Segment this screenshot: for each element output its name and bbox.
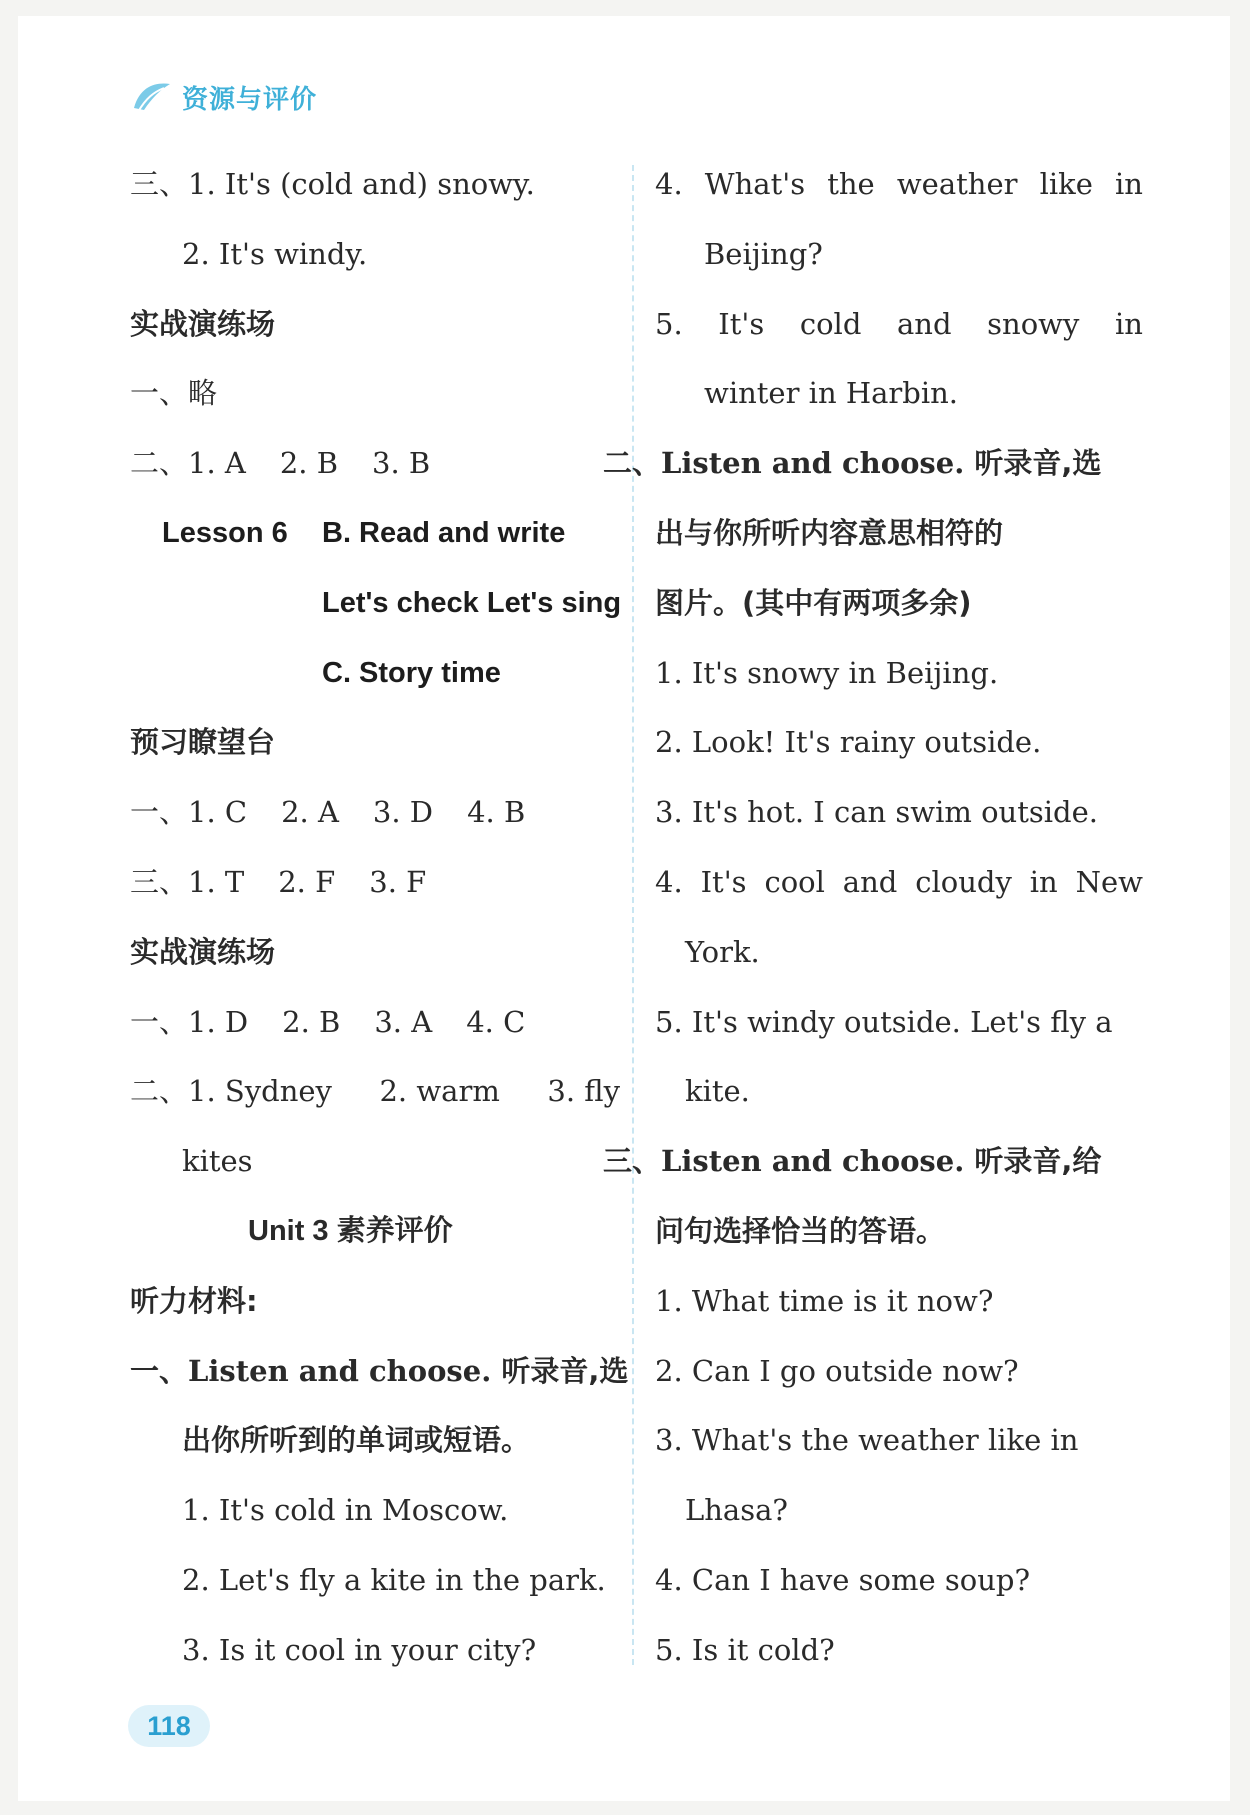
question-heading: 图片。(其中有两项多余) <box>655 585 972 620</box>
answer-line: 一、1. D 2. B 3. A 4. C <box>130 1004 526 1039</box>
script-line: 1. What time is it now? <box>655 1283 994 1318</box>
script-line: Beijing? <box>704 236 823 271</box>
script-line: kite. <box>685 1074 750 1109</box>
script-line: York. <box>685 934 760 969</box>
script-line: 3. What's the weather like in <box>655 1423 1079 1458</box>
page-number: 118 <box>128 1705 210 1747</box>
script-line: 1. It's cold in Moscow. <box>182 1493 509 1528</box>
lesson-title: Lesson 6 B. Read and write <box>162 516 566 549</box>
script-line: 2. Can I go outside now? <box>655 1353 1019 1388</box>
script-line: 3. Is it cool in your city? <box>182 1632 537 1667</box>
unit-title: Unit 3 素养评价 <box>248 1214 453 1247</box>
section-heading: 实战演练场 <box>130 306 276 341</box>
script-line: 3. It's hot. I can swim outside. <box>655 795 1098 830</box>
script-line: 5. It's windy outside. Let's fly a <box>655 1004 1113 1039</box>
script-line: 4. It's cool and cloudy in New <box>655 864 1143 899</box>
script-line: 4. What's the weather like in <box>655 167 1143 201</box>
section-heading: 预习瞭望台 <box>130 725 276 760</box>
script-line: 2. Let's fly a kite in the park. <box>182 1562 606 1597</box>
left-column <box>130 150 629 1686</box>
answer-line: kites <box>182 1144 253 1179</box>
question-heading: 出你所听到的单词或短语。 <box>182 1423 531 1458</box>
question-heading: 一、Listen and choose. 听录音,选 <box>130 1353 629 1388</box>
column-divider <box>632 165 634 1665</box>
question-heading: 问句选择恰当的答语。 <box>655 1213 946 1248</box>
question-heading: 二、Listen and choose. 听录音,选 <box>603 446 1102 481</box>
answer-line: 一、略 <box>130 376 218 411</box>
script-line: 5. It's cold and snowy in <box>655 306 1143 341</box>
question-heading: 出与你所听内容意思相符的 <box>655 515 1004 550</box>
section-heading: 实战演练场 <box>130 934 276 969</box>
script-line: 5. Is it cold? <box>655 1632 835 1667</box>
right-column <box>603 150 1143 1686</box>
feather-icon <box>130 78 174 116</box>
lesson-subtitle: C. Story time <box>322 656 501 689</box>
lesson-subtitle: Let's check Let's sing <box>322 586 622 619</box>
script-line: winter in Harbin. <box>704 376 959 411</box>
answer-line: 三、1. T 2. F 3. F <box>130 864 427 899</box>
section-heading: 听力材料: <box>130 1283 258 1318</box>
script-line: 4. Can I have some soup? <box>655 1562 1031 1597</box>
header-title: 资源与评价 <box>182 84 318 115</box>
answer-line: 二、1. A 2. B 3. B <box>130 446 431 481</box>
answer-line: 2. It's windy. <box>182 236 368 271</box>
answer-line: 二、1. Sydney 2. warm 3. fly <box>130 1074 620 1109</box>
script-line: 2. Look! It's rainy outside. <box>655 725 1042 760</box>
answer-line: 三、1. It's (cold and) snowy. <box>130 167 535 201</box>
answer-line: 一、1. C 2. A 3. D 4. B <box>130 795 526 830</box>
question-heading: 三、Listen and choose. 听录音,给 <box>603 1144 1102 1179</box>
script-line: Lhasa? <box>685 1493 788 1528</box>
header <box>130 72 317 122</box>
script-line: 1. It's snowy in Beijing. <box>655 655 999 690</box>
